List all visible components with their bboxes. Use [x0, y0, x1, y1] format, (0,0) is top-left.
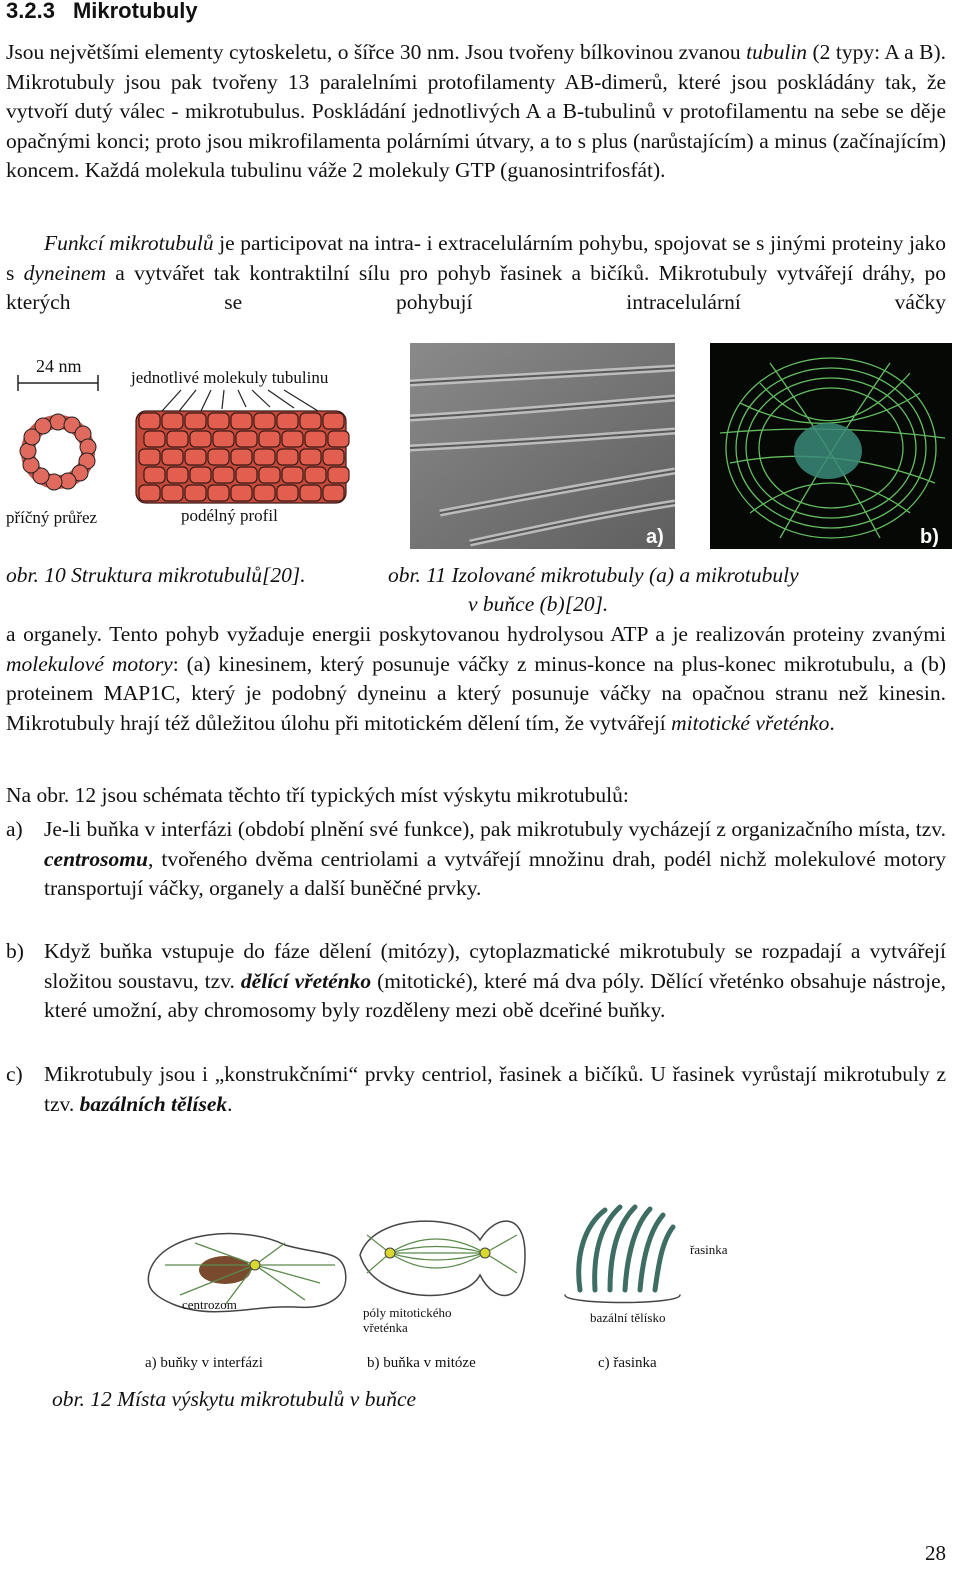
list-c-text-1: Mikrotubuly jsou i „konstrukčními“ prvky centriol, řasinek a bičíků. U řasinek vyrůstají mikrotubuly z tzv. [44, 1062, 946, 1116]
mitotic-cell [360, 1221, 525, 1295]
tubulin-block [144, 467, 165, 483]
tubulin-block [300, 413, 321, 429]
tubulin-block [208, 449, 229, 465]
microtubule-locations-illustration [135, 1195, 735, 1380]
tubulin-block [139, 413, 160, 429]
interphase-cell [148, 1234, 346, 1312]
tubulin-block [300, 485, 321, 501]
paragraph-4: Na obr. 12 jsou schémata těchto tří typických míst výskytu mikrotubulů: [6, 783, 629, 807]
tubulin-block [323, 449, 344, 465]
section-title: Mikrotubuly [72, 0, 198, 23]
centrosome-label: centrozom [182, 1297, 237, 1312]
tubulin-block [236, 431, 257, 447]
p1-text-b: (2 typy: A a B). Mikrotubuly jsou pak tvořeny 13 paralelními protofilamenty AB-dimerů, které jsou poskládány tak, že vytvoří dutý válec - mikrotubulus. Poskládání jednotlivých A a B-tubulinů v protofilamentu na sebe se děje opačnými konci; proto jsou mikrofilamenta polárními útvary, a to s plus (narůstajícím) a minus (začínajícím) koncem. Každá molekula tubulinu váže 2 molekuly GTP (guanosintrifosfát). [6, 40, 946, 182]
tubulin-block [300, 449, 321, 465]
p1-text-a: Jsou největšími elementy cytoskeletu, o šířce 30 nm. Jsou tvořeny bílkovinou zvanou [6, 40, 747, 64]
tubulin-block [167, 431, 188, 447]
microtubules-em-image [410, 343, 675, 549]
figure-10-caption: obr. 10 Struktura mikrotubulů[20]. [6, 563, 306, 587]
tubulin-block [231, 485, 252, 501]
list-a-term-centrosome: centrosomu [44, 846, 148, 871]
tubulin-block [305, 431, 326, 447]
microtubule-structure-illustration [6, 345, 406, 535]
p3-text-b: : (a) kinesinem, který posunuje váčky z minus-konce na plus-konec mikrotubulu, a (b) proteinem MAP1C, který je podobný dyneinu a který posunuje váčky na opačnou stranu než kinesin. Mikrotubuly hrají též důležitou úlohu při mitotickém dělení tím, že vytvářejí [6, 651, 947, 735]
tubulin-block [323, 413, 344, 429]
tubulin-block [162, 449, 183, 465]
basal-body-label: bazální tělísko [590, 1310, 666, 1325]
p3-text-a: a organely. Tento pohyb vyžaduje energii poskytovanou hydrolysou ATP a je realizován proteiny zvanými [6, 622, 946, 646]
tubulin-block [323, 485, 344, 501]
molecules-label: jednotlivé molekuly tubulinu [131, 368, 329, 387]
page-number: 28 [925, 1541, 946, 1565]
longitudinal-profile [136, 411, 349, 503]
p1-term-tubulin: tubulin [746, 40, 808, 64]
tubulin-block [162, 485, 183, 501]
list-marker-a: a) [6, 817, 23, 841]
figure-11b-micrograph [710, 343, 952, 549]
paragraph-2 [6, 229, 946, 318]
tubulin-block [231, 413, 252, 429]
p3-text-c: . [829, 710, 835, 735]
cilia-structure [565, 1207, 680, 1303]
tubulin-block [185, 413, 206, 429]
section-number: 3.2.3 [6, 0, 55, 23]
tubulin-block [328, 431, 349, 447]
tubulin-block [282, 431, 303, 447]
tubulin-block [328, 467, 349, 483]
tubulin-block [277, 413, 298, 429]
list-c-term-basal: bazálních tělísek [79, 1091, 228, 1116]
tubulin-block [259, 467, 280, 483]
list-b-text-1: Když buňka vstupuje do fáze dělení (mitózy), cytoplazmatické mikrotubuly se rozpadají a vytvářejí složitou soustavu, tzv. [44, 939, 946, 993]
section-heading [6, 0, 198, 24]
figure-12-caption: obr. 12 Místa výskytu mikrotubulů v buňce [52, 1387, 417, 1411]
list-item-c [6, 1060, 946, 1119]
tubulin-block [167, 467, 188, 483]
tubulin-block [190, 467, 211, 483]
figure-11-caption-line2: v buňce (b)[20]. [468, 592, 609, 616]
cross-section-label: příčný průřez [6, 508, 98, 527]
tubulin-block [208, 485, 229, 501]
tubulin-block [144, 431, 165, 447]
tubulin-block [236, 467, 257, 483]
list-item-a [6, 815, 946, 904]
tubulin-block [190, 431, 211, 447]
list-marker-b: b) [6, 939, 24, 963]
tubulin-block [213, 431, 234, 447]
paragraph-1 [6, 38, 946, 186]
tubulin-block [254, 413, 275, 429]
profile-label: podélný profil [181, 506, 278, 525]
figure-11b-label: b) [920, 526, 939, 548]
cross-section-ring [20, 414, 96, 490]
tubulin-block [254, 485, 275, 501]
figure-12-subcaption-b: b) buňka v mitóze [367, 1355, 476, 1371]
paragraph-3 [6, 620, 946, 738]
p2-text-b: je participovat na intra- i extracelulárním pohybu, spojovat se s jinými proteiny jako s [6, 231, 946, 285]
tubulin-block [277, 485, 298, 501]
list-a-text-2: , tvořeného dvěma centriolami a vytvářejí množinu drah, podél nichž molekulové motory transportují váčky, organely a další buněčné prvky. [44, 846, 946, 900]
list-c-text-2: . [227, 1091, 233, 1116]
cell-fluorescence-image [710, 343, 952, 549]
figure-11-caption-line1: obr. 11 Izolované mikrotubuly (a) a mikrotubuly [388, 563, 799, 587]
figure-10-diagram [6, 345, 406, 535]
tubulin-block [231, 449, 252, 465]
figure-12-subcaption-a: a) buňky v interfázi [145, 1355, 263, 1371]
figure-12-subcaption-c: c) řasinka [598, 1355, 657, 1371]
tubulin-block [254, 449, 275, 465]
figure-12-diagram [135, 1195, 735, 1380]
scale-label: 24 nm [36, 356, 82, 376]
list-item-b [6, 937, 946, 1026]
p2-text-c: a vytvářet tak kontraktilní sílu pro pohyb řasinek a bičíků. Mikrotubuly vytvářejí dráhy, po kterých se pohybují intracelulární váčky [6, 260, 946, 314]
tubulin-block [208, 413, 229, 429]
list-a-text-1: Je-li buňka v interfázi (období plnění své funkce), pak mikrotubuly vycházejí z organizačního místa, tzv. [44, 817, 946, 841]
tubulin-block [305, 467, 326, 483]
tubulin-block [139, 449, 160, 465]
tubulin-block [277, 449, 298, 465]
cilium-label: řasinka [690, 1242, 728, 1257]
tubulin-block [139, 485, 160, 501]
tubulin-block [282, 467, 303, 483]
tubulin-block [259, 431, 280, 447]
poles-label-1: póly mitotického [363, 1305, 452, 1320]
list-b-term-spindle: dělící vřeténko [240, 968, 372, 993]
poles-label-2: vřeténka [363, 1320, 408, 1335]
p3-term-motors: molekulové motory [6, 651, 173, 676]
p2-term-function: Funkcí mikrotubulů [44, 231, 214, 255]
p2-term-dynein: dyneinem [23, 260, 107, 285]
p3-term-spindle: mitotické vřeténko [671, 710, 830, 735]
tubulin-block [185, 449, 206, 465]
list-b-text-2: (mitotické), které má dva póly. Dělící vřeténko obsahuje nástroje, které umožní, aby chromosomy byly rozděleny mezi obě dceřiné buňky. [44, 968, 946, 1022]
list-marker-c: c) [6, 1062, 23, 1086]
figure-11a-label: a) [646, 526, 664, 548]
tubulin-block [213, 467, 234, 483]
figure-11a-micrograph [410, 343, 675, 549]
tubulin-block [185, 485, 206, 501]
tubulin-block [162, 413, 183, 429]
